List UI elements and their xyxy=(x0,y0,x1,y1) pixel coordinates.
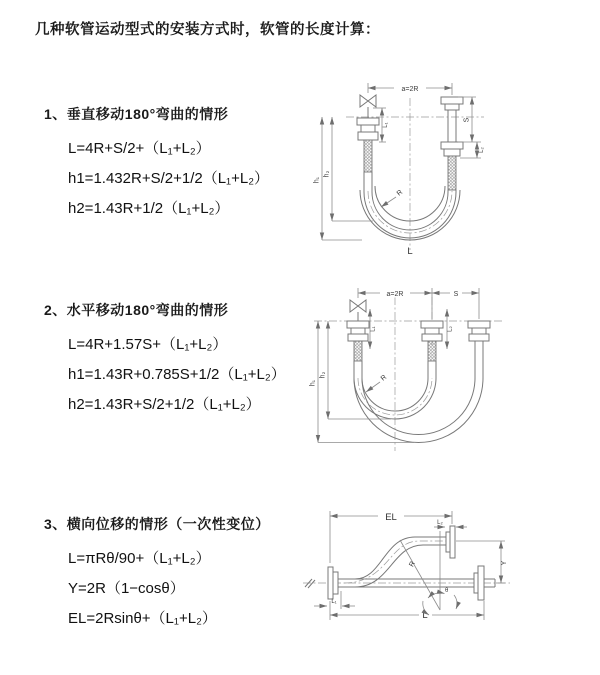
middle-hose-end-fitting xyxy=(421,321,443,378)
left-hose-end-fitting xyxy=(347,321,369,378)
diagram-lateral-displacement xyxy=(298,503,563,643)
dim-label-l1: L₁ xyxy=(370,326,377,332)
formula-2-length: L=4R+1.57S+（L₁+L₂） xyxy=(68,336,228,353)
right-hose-end-fitting xyxy=(441,97,463,192)
section-2-formulas xyxy=(68,330,286,420)
radius-label: R xyxy=(395,188,405,198)
pipe-break-mark xyxy=(305,579,315,588)
dimension-l2 xyxy=(460,142,485,158)
radius-label: R xyxy=(379,373,389,383)
dimension-l xyxy=(330,601,484,621)
section-2-heading: 2、水平移动180°弯曲的情形 xyxy=(44,302,229,318)
hose-u-bends xyxy=(354,378,483,442)
dimension-l2 xyxy=(447,309,454,349)
formula-3-el: EL=2Rsinθ+（L₁+L₂） xyxy=(68,610,217,627)
page-title: 几种软管运动型式的安装方式时，软管的长度计算： xyxy=(35,22,380,38)
dim-label-a2r: a=2R xyxy=(401,86,419,93)
length-label: L xyxy=(407,246,413,257)
diagram-horizontal-180-bend xyxy=(306,283,521,458)
right-flange xyxy=(474,566,495,600)
radius-callout xyxy=(366,374,388,392)
radius-callout xyxy=(381,189,404,207)
dimension-l1 xyxy=(370,309,377,349)
dim-label-l1: L₁ xyxy=(383,122,389,128)
section-3-heading: 3、横向位移的情形（一次性变位） xyxy=(44,516,270,532)
section-1-heading: 1、垂直移动180°弯曲的情形 xyxy=(44,106,229,122)
section-horizontal-180 xyxy=(44,300,286,420)
shifted-hose-end-fitting xyxy=(468,321,490,378)
dimension-h1 xyxy=(314,117,363,240)
dimension-s xyxy=(432,288,479,320)
dim-label-y: Y xyxy=(501,560,508,566)
angle-theta-label: θ xyxy=(445,588,449,594)
top-right-flange xyxy=(446,526,455,558)
section-vertical-180 xyxy=(44,104,269,224)
formula-2-h1: h1=1.43R+0.785S+1/2（L₁+L₂） xyxy=(68,366,286,383)
dim-label-el: EL xyxy=(385,512,397,523)
valve-icon xyxy=(360,95,376,118)
formula-1-h1: h1=1.432R+S/2+1/2（L₁+L₂） xyxy=(68,170,270,187)
section-1-formulas xyxy=(68,134,269,224)
dim-label-a2r: a=2R xyxy=(386,291,404,298)
dim-label-h1: h₁ xyxy=(313,176,321,184)
dim-label-s: S xyxy=(453,291,459,298)
diagram-vertical-180-bend xyxy=(310,72,520,257)
dimension-a-2r xyxy=(368,82,452,95)
formula-1-h2: h2=1.43R+1/2（L₁+L₂） xyxy=(68,200,230,217)
dim-label-l2: L₂ xyxy=(479,147,485,153)
radius-label: R xyxy=(408,560,417,569)
valve-icon xyxy=(350,300,366,321)
dim-label-l2: L₂ xyxy=(447,326,454,332)
left-hose-end-fitting xyxy=(357,118,379,192)
formula-3-y: Y=2R（1−cosθ） xyxy=(68,580,185,597)
dim-label-h1: h₁ xyxy=(309,379,317,387)
dim-label-l1: L₁ xyxy=(331,599,337,605)
formula-1-length: L=4R+S/2+（L₁+L₂） xyxy=(68,140,211,157)
formula-2-h2: h2=1.43R+S/2+1/2（L₁+L₂） xyxy=(68,396,261,413)
dim-label-h2: h₂ xyxy=(323,170,331,178)
formula-3-length: L=πRθ/90+（L₁+L₂） xyxy=(68,550,211,567)
dim-label-l2: L₂ xyxy=(437,520,443,526)
section-lateral-displacement xyxy=(44,514,270,634)
section-3-formulas xyxy=(68,544,270,634)
dim-label-s: S xyxy=(463,117,471,123)
dim-label-l: L xyxy=(422,610,428,621)
left-flange xyxy=(328,567,338,599)
dim-label-h2: h₂ xyxy=(319,371,327,379)
